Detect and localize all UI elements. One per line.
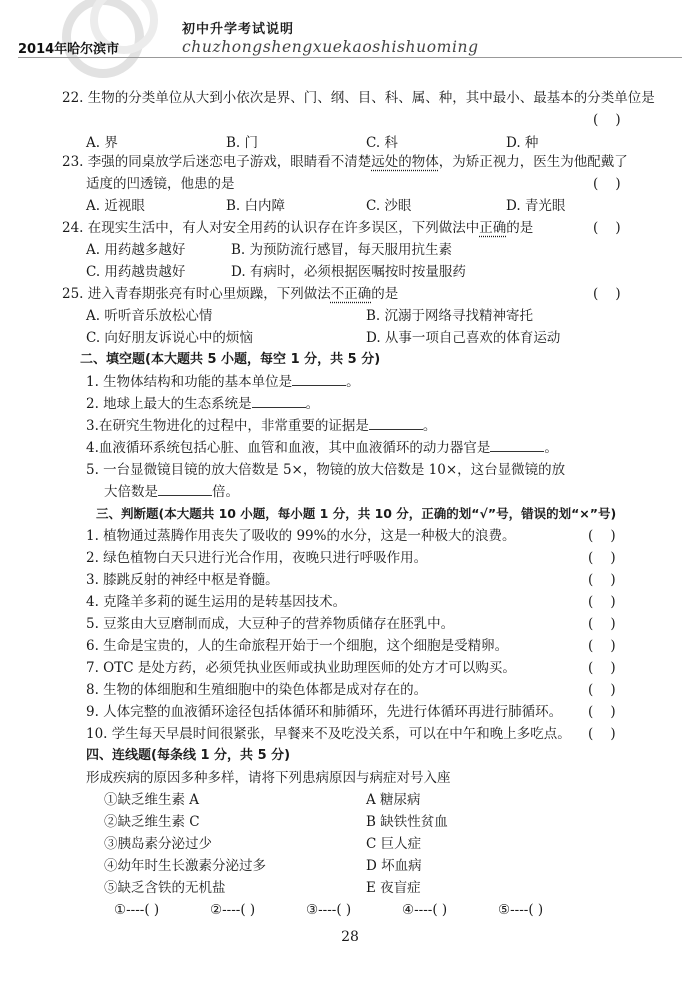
judge-item-6: 6. 生命是宝贵的，人的生命旅程开始于一个细胞，这个细胞是受精卵。 [86, 638, 509, 654]
q22-stem: 22. 生物的分类单位从大到小依次是界、门、纲、目、科、属、种，其中最小、最基本的分类单位是 [62, 90, 655, 106]
fill-item-3-end: 。 [422, 418, 437, 434]
judge-item-2: 2. 绿色植物白天只进行光合作用，夜晚只进行呼吸作用。 [86, 550, 428, 566]
match-right-e: E 夜盲症 [366, 880, 421, 896]
q24-option-b: B. 为预防流行感冒，每天服用抗生素 [231, 242, 453, 258]
q25-option-d: D. 从事一项自己喜欢的体育运动 [366, 330, 561, 346]
q22-option-c: C. 科 [366, 135, 398, 151]
fill-item-5-line2 [104, 483, 239, 501]
q23-answer-paren: ( ) [593, 176, 621, 192]
judge-item-7: 7. OTC 是处方药，必须凭执业医师或执业助理医师的处方才可以购买。 [86, 660, 516, 676]
q25-stem-emphasis: 不正确 [330, 286, 372, 302]
q25-option-b: B. 沉溺于网络寻找精神寄托 [366, 308, 534, 324]
q25-option-a: A. 听听音乐放松心情 [86, 308, 213, 324]
match-section-heading: 四、连线题(每条线 1 分，共 5 分) [86, 748, 291, 763]
match-right-c: C 巨人症 [366, 836, 422, 852]
judge-paren-10: ( ) [588, 726, 616, 742]
judge-item-10: 10. 学生每天早晨时间很紧张，早餐来不及吃没关系，可以在中午和晚上多吃点。 [86, 726, 571, 742]
page-number: 28 [341, 929, 359, 945]
fill-blank [158, 483, 212, 496]
q23-stem-emphasis: 远处的物体 [371, 154, 439, 170]
fill-section-heading: 二、填空题(本大题共 5 小题，每空 1 分，共 5 分) [80, 352, 381, 367]
match-answer-5: ⑤----( ) [498, 902, 544, 918]
match-right-d: D 坏血病 [366, 858, 422, 874]
fill-blank [490, 439, 544, 452]
q22-option-a: A. 界 [86, 135, 118, 151]
fill-item-4-text: 4.血液循环系统包括心脏、血管和血液，其中血液循环的动力器官是 [86, 440, 491, 456]
judge-item-9: 9. 人体完整的血液循环途径包括体循环和肺循环，先进行体循环再进行肺循环。 [86, 704, 563, 720]
q24-option-a: A. 用药越多越好 [86, 242, 186, 258]
fill-item-5-text: 大倍数是 [104, 484, 158, 500]
q23-option-c: C. 沙眼 [366, 198, 412, 214]
judge-paren-1: ( ) [588, 528, 616, 544]
fill-item-2 [86, 395, 319, 413]
match-left-2: ②缺乏维生素 C [104, 814, 200, 830]
match-left-3: ③胰岛素分泌过少 [104, 836, 212, 852]
judge-paren-4: ( ) [588, 594, 616, 610]
match-answer-3: ③----( ) [306, 902, 352, 918]
q22-answer-paren: ( ) [593, 112, 621, 128]
match-left-1: ①缺乏维生素 A [104, 792, 200, 808]
judge-item-8: 8. 生物的体细胞和生殖细胞中的染色体都是成对存在的。 [86, 682, 428, 698]
fill-item-4 [86, 439, 558, 457]
fill-blank [292, 373, 346, 386]
q23-option-d: D. 青光眼 [506, 198, 566, 214]
fill-item-2-text: 2. 地球上最大的生态系统是 [86, 396, 252, 412]
fill-item-1-end: 。 [346, 374, 360, 390]
judge-paren-7: ( ) [588, 660, 616, 676]
q23-option-a: A. 近视眼 [86, 198, 145, 214]
q23-stem [62, 153, 628, 171]
q25-answer-paren: ( ) [593, 286, 621, 302]
q24-option-c: C. 用药越贵越好 [86, 264, 186, 280]
match-left-4: ④幼年时生长激素分泌过多 [104, 858, 266, 874]
judge-paren-3: ( ) [588, 572, 616, 588]
q23-stem-pre: 23. 李强的同桌放学后迷恋电子游戏，眼睛看不清楚 [62, 154, 372, 170]
q24-stem-pre: 24. 在现实生活中，有人对安全用药的认识存在许多误区，下列做法中 [62, 220, 480, 236]
match-intro: 形成疾病的原因多种多样，请将下列患病原因与病症对号入座 [86, 770, 451, 786]
header-title: 初中升学考试说明 [182, 22, 295, 37]
fill-item-4-end: 。 [544, 440, 558, 456]
judge-paren-6: ( ) [588, 638, 616, 654]
fill-item-5-end: 倍。 [212, 484, 239, 500]
fill-item-1 [86, 373, 360, 391]
match-left-5: ⑤缺乏含铁的无机盐 [104, 880, 226, 896]
q25-stem [62, 285, 398, 303]
judge-item-5: 5. 豆浆由大豆磨制而成，大豆种子的营养物质储存在胚乳中。 [86, 616, 455, 632]
match-answer-1: ①----( ) [114, 902, 160, 918]
fill-blank [369, 417, 423, 430]
judge-paren-8: ( ) [588, 682, 616, 698]
header-region: 2014年哈尔滨市 [18, 42, 120, 57]
judge-item-3: 3. 膝跳反射的神经中枢是脊髓。 [86, 572, 279, 588]
header-pinyin: chuzhongshengxuekaoshishuoming [182, 38, 479, 56]
match-answer-4: ④----( ) [402, 902, 448, 918]
page-header [0, 0, 700, 70]
fill-blank [252, 395, 306, 408]
q23-stem-line2: 适度的凹透镜，他患的是 [86, 176, 235, 192]
q24-stem-post: 的是 [506, 220, 534, 236]
judge-paren-9: ( ) [588, 704, 616, 720]
match-right-a: A 糖尿病 [366, 792, 421, 808]
fill-item-3 [86, 417, 436, 435]
fill-item-1-text: 1. 生物体结构和功能的基本单位是 [86, 374, 293, 390]
q22-option-d: D. 种 [506, 135, 539, 151]
fill-item-5: 5. 一台显微镜目镜的放大倍数是 5×，物镜的放大倍数是 10×，这台显微镜的放 [86, 462, 566, 478]
match-answer-2: ②----( ) [210, 902, 256, 918]
q23-stem-post: ，为矫正视力，医生为他配戴了 [438, 154, 628, 170]
fill-item-2-end: 。 [305, 396, 320, 412]
judge-paren-5: ( ) [588, 616, 616, 632]
q22-option-b: B. 门 [226, 135, 259, 151]
q24-option-d: D. 有病时，必须根据医嘱按时按量服药 [231, 264, 466, 280]
q24-stem-emphasis: 正确 [479, 220, 507, 236]
judge-paren-2: ( ) [588, 550, 616, 566]
fill-item-3-text: 3.在研究生物进化的过程中，非常重要的证据是 [86, 418, 369, 434]
q25-stem-pre: 25. 进入青春期张亮有时心里烦躁，下列做法 [62, 286, 331, 302]
q24-answer-paren: ( ) [593, 220, 621, 236]
q25-stem-post: 的是 [371, 286, 399, 302]
judge-item-4: 4. 克隆羊多莉的诞生运用的是转基因技术。 [86, 594, 347, 610]
judge-item-1: 1. 植物通过蒸腾作用丧失了吸收的 99%的水分，这是一种极大的浪费。 [86, 528, 516, 544]
header-divider [18, 57, 682, 58]
match-right-b: B 缺铁性贫血 [366, 814, 448, 830]
q25-option-c: C. 向好朋友诉说心中的烦恼 [86, 330, 253, 346]
judge-section-heading: 三、判断题(本大题共 10 小题，每小题 1 分，共 10 分，正确的划“√”号，错误的划“×”号) [96, 506, 617, 521]
q24-stem [62, 219, 533, 237]
q23-option-b: B. 白内障 [226, 198, 286, 214]
